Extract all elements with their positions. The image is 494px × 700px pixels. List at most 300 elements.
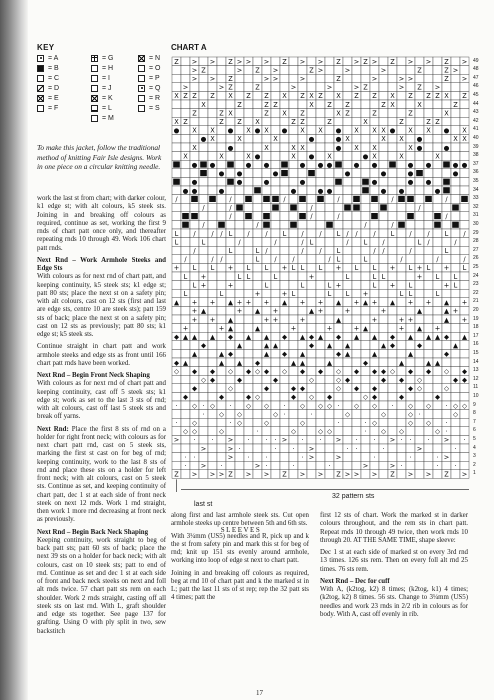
paragraph-text: With 3¼mm (US5) needles and R, pick up and k the st from safety pin and mark this st for beg of rnd; knit up 151 sts evenly around armhole, working into loop of edge st next to chart patt. (171, 532, 309, 565)
key-entry (91, 53, 114, 63)
chart-cell (172, 66, 181, 75)
chart-cell-fill (290, 222, 297, 228)
chart-cell (172, 349, 181, 358)
chart-cell-symbol: > (227, 436, 234, 445)
chart-cell-symbol: ◇ (434, 427, 441, 436)
chart-cell-symbol: L (444, 247, 449, 255)
key-symbol-icon (91, 85, 98, 92)
paragraph-heading: Next Rnd – Begin Back Neck Shaping (37, 528, 149, 536)
chart-cell-symbol: · (445, 427, 448, 436)
chart-cell (316, 444, 325, 453)
chart-cell (424, 384, 433, 393)
row-number: 39 (473, 143, 479, 150)
chart-cell (325, 418, 334, 427)
chart-cell (280, 418, 289, 427)
chart-cell (316, 461, 325, 470)
chart-cell (199, 117, 208, 126)
chart-cell (199, 332, 208, 341)
chart-cell (361, 367, 370, 376)
chart-cell-symbol: ● (263, 161, 270, 169)
chart-cell-symbol: · (445, 401, 448, 410)
chart-cell (235, 281, 244, 290)
chart-cell (235, 83, 244, 92)
chart-cell (451, 392, 460, 401)
chart-cell (343, 418, 352, 427)
chart-cell-symbol: ▲ (434, 358, 441, 367)
chart-cell (352, 392, 361, 401)
chart-cell (181, 143, 190, 152)
chart-cell (280, 100, 289, 109)
chart-cell-symbol: Z (381, 100, 386, 109)
chart-cell (325, 134, 334, 143)
chart-cell (235, 289, 244, 298)
chart-cell (352, 74, 361, 83)
chart-cell (388, 66, 397, 75)
chart-cell (253, 332, 262, 341)
chart-cell-symbol: · (184, 453, 187, 462)
chart-cell-symbol: L (273, 272, 278, 281)
chart-cell (244, 74, 253, 83)
chart-cell-fill (353, 204, 360, 210)
chart-cell-symbol: · (337, 419, 340, 427)
chart-cell (352, 152, 361, 161)
chart-cell-symbol: ▲ (407, 333, 414, 341)
chart-cell-symbol: X (417, 100, 422, 109)
chart-cell-symbol: ● (434, 186, 441, 195)
chart-cell-symbol: ◇ (191, 401, 198, 410)
chart-cell (253, 160, 262, 169)
chart-cell (235, 384, 244, 393)
chart-cell (307, 281, 316, 290)
chart-cell-symbol: X (345, 135, 350, 144)
row-number: 31 (473, 212, 479, 219)
chart-cell-symbol: L (462, 264, 467, 273)
chart-cell (199, 358, 208, 367)
chart-cell-symbol: Z (228, 83, 233, 92)
chart-cell (370, 186, 379, 195)
chart-cell-symbol: L (453, 281, 458, 290)
chart-cell-symbol: > (452, 66, 459, 75)
chart-cell-symbol: ◆ (263, 384, 270, 393)
key-entry (91, 63, 114, 73)
chart-cell-symbol: Z (174, 57, 179, 66)
chart-cell (361, 435, 370, 444)
chart-cell (280, 177, 289, 186)
chart-cell (334, 238, 343, 247)
chart-cell-symbol: ● (317, 161, 324, 169)
chart-cell (244, 418, 253, 427)
chart-cell-symbol: X (192, 143, 197, 152)
chart-cell (325, 126, 334, 135)
chart-cell (271, 392, 280, 401)
chart-cell-symbol: ◆ (191, 367, 198, 376)
chart-cell (424, 410, 433, 419)
chart-cell (442, 152, 451, 161)
chart-cell (289, 367, 298, 376)
chart-cell-fill (407, 196, 414, 202)
chart-cell-symbol: X (327, 152, 332, 161)
chart-cell (181, 160, 190, 169)
chart-cell-symbol: ◆ (353, 384, 360, 393)
chart-cell-symbol: X (300, 126, 305, 135)
chart-cell-symbol: ▲ (407, 350, 414, 359)
chart-cell (280, 83, 289, 92)
chart-cell (460, 349, 469, 358)
chart-cell-symbol: > (173, 436, 180, 445)
chart-cell-symbol: X (354, 126, 359, 135)
chart-cell (433, 169, 442, 178)
chart-cell-symbol: Z (264, 92, 269, 101)
chart-cell-symbol: · (391, 401, 394, 410)
chart-cell-symbol: / (265, 247, 268, 255)
paragraph-text: With colours as for next rnd of chart patt, and keeping continuity, k5 steek sts; k1 edge st; patt 80 sts; place the next st on a safety pin; with alt colours, cast on 12 sts (first and last are edge sts, centre 10 are steek sts); patt 159 sts of back; place the next st on a safety pin; cast on 12 sts as previously; patt 80 sts; k1 edge st; k5 steek sts. (37, 273, 166, 338)
chart-cell (325, 66, 334, 75)
chart-cell (208, 358, 217, 367)
chart-cell (451, 384, 460, 393)
chart-cell (244, 109, 253, 118)
chart-cell (370, 358, 379, 367)
chart-cell-symbol: ◆ (299, 384, 306, 393)
chart-cell-symbol: > (416, 444, 423, 453)
chart-cell (172, 220, 181, 229)
paragraph-text: Place the first 8 sts of rnd on a holder for right front neck; with colours as for next chart patt rnd, cast on 5 steek sts, marking the first st cast on for beg of rnd; keeping continuity, work to the last 8 sts of rnd and place these sts on a holder for left front neck; with alt colours, cast on 5 steek sts. Continue as set, and keeping continuity of chart patt, dec 1 st at each side of front neck steek on next 12 rnds. Work 1 rnd straight, then work 1 more rnd decreasing at front neck as previously. (37, 425, 166, 524)
chart-cell (415, 358, 424, 367)
chart-cell-symbol: ● (299, 178, 306, 187)
chart-cell-symbol: ◆ (434, 393, 441, 402)
chart-cell (343, 246, 352, 255)
chart-cell-symbol: ◇ (227, 367, 234, 376)
key-label: = L (102, 104, 112, 112)
chart-cell (460, 341, 469, 350)
chart-cell-symbol: + (218, 324, 225, 333)
chart-cell (244, 444, 253, 453)
chart-cell-symbol: · (310, 410, 313, 419)
chart-cell (352, 349, 361, 358)
chart-cell (253, 470, 262, 479)
chart-cell (361, 169, 370, 178)
chart-cell-symbol: X (210, 126, 215, 135)
chart-cell (199, 177, 208, 186)
chart-cell-symbol: Z (183, 92, 188, 101)
chart-cell-symbol: X (246, 126, 251, 135)
row-number: 35 (473, 178, 479, 184)
chart-cell (460, 66, 469, 75)
chart-cell (370, 220, 379, 229)
chart-cell-symbol: ● (425, 161, 432, 169)
chart-cell (280, 444, 289, 453)
chart-cell (271, 461, 280, 470)
chart-cell-symbol: / (184, 255, 187, 264)
chart-cell-symbol: L (183, 272, 188, 281)
row-number: 8 (473, 410, 476, 417)
chart-cell (235, 332, 244, 341)
paragraph (37, 195, 166, 253)
chart-cell (199, 229, 208, 238)
paragraph (37, 426, 166, 525)
chart-cell-symbol: X (399, 135, 404, 144)
chart-cell-symbol: Z (354, 92, 359, 101)
chart-cell-symbol: + (407, 298, 414, 307)
chart-cell (334, 358, 343, 367)
chart-cell-fill (236, 204, 243, 210)
chart-cell-symbol: Z (363, 83, 368, 92)
chart-cell (352, 238, 361, 247)
chart-cell-symbol: ◇ (227, 384, 234, 393)
chart-cell (289, 453, 298, 462)
key-entry (37, 93, 59, 103)
chart-cell-symbol: Z (192, 109, 197, 118)
chart-cell-symbol: + (371, 298, 378, 307)
chart-cell-symbol: / (274, 255, 277, 264)
chart-cell (343, 83, 352, 92)
chart-cell-symbol: / (229, 204, 232, 212)
chart-cell-symbol: X (246, 152, 251, 161)
chart-cell-symbol: ◆ (173, 358, 180, 367)
chart-cell (334, 392, 343, 401)
chart-cell-symbol: ◆ (263, 367, 270, 376)
chart-cell (208, 427, 217, 436)
chart-cell (343, 392, 352, 401)
chart-cell-fill (434, 213, 441, 219)
key-symbol-icon (91, 55, 98, 62)
chart-cell (271, 401, 280, 410)
chart-cell-symbol: · (364, 419, 367, 427)
chart-cell (451, 298, 460, 307)
chart-cell-symbol: ▲ (209, 333, 216, 341)
chart-cell-symbol: Z (336, 470, 341, 479)
chart-cell (199, 392, 208, 401)
chart-cell (217, 143, 226, 152)
chart-cell (244, 117, 253, 126)
chart-cell (361, 229, 370, 238)
chart-cell (172, 289, 181, 298)
chart-cell (199, 57, 208, 66)
chart-cell (316, 410, 325, 419)
chart-cell (406, 392, 415, 401)
chart-cell-symbol: + (371, 315, 378, 324)
chart-cell (307, 229, 316, 238)
chart-cell (388, 238, 397, 247)
chart-cell-symbol: ◇ (308, 376, 315, 384)
chart-cell (460, 169, 469, 178)
chart-cell-symbol: · (265, 436, 268, 445)
chart-cell-symbol: > (209, 75, 216, 83)
chart-cell (190, 410, 199, 419)
chart-cell (406, 358, 415, 367)
chart-cell (379, 220, 388, 229)
chart-cell-symbol: ● (416, 143, 423, 152)
chart-cell (379, 109, 388, 118)
row-number: 42 (473, 117, 479, 124)
chart-cell-symbol: > (299, 57, 306, 66)
chart-cell-symbol: ◇ (191, 427, 198, 436)
chart-cell (316, 143, 325, 152)
row-number: 6 (473, 427, 476, 434)
chart-cell-symbol: ● (182, 186, 189, 195)
chart-cell (370, 427, 379, 436)
key-symbol-icon (37, 105, 44, 112)
chart-cell-symbol: L (327, 281, 332, 290)
chart-cell (334, 306, 343, 315)
chart-cell-fill (452, 222, 459, 228)
chart-cell (325, 195, 334, 204)
chart-cell (244, 384, 253, 393)
chart-cell (307, 57, 316, 66)
chart-cell (343, 401, 352, 410)
chart-cell (289, 375, 298, 384)
chart-cell-symbol: Z (255, 66, 260, 75)
chart-cell (415, 401, 424, 410)
chart-cell-symbol: > (299, 470, 306, 479)
chart-cell-symbol: ◆ (380, 367, 387, 376)
chart-cell-symbol: ● (254, 126, 261, 135)
chart-cell (253, 57, 262, 66)
chart-cell (226, 169, 235, 178)
chart-cell-symbol: X (336, 109, 341, 118)
chart-cell-symbol: X (228, 109, 233, 118)
chart-cell (244, 100, 253, 109)
chart-cell (289, 281, 298, 290)
key-symbol-icon (138, 85, 145, 92)
chart-cell (343, 332, 352, 341)
chart-cell-symbol: ◆ (398, 376, 405, 384)
chart-cell (217, 100, 226, 109)
chart-cell (406, 444, 415, 453)
chart-cell (289, 298, 298, 307)
chart-cell (262, 186, 271, 195)
chart-cell (442, 444, 451, 453)
chart-cell (181, 126, 190, 135)
chart-cell-symbol: ● (218, 186, 225, 195)
chart-cell (199, 367, 208, 376)
chart-cell (280, 315, 289, 324)
chart-cell-symbol: ◆ (371, 384, 378, 393)
chart-cell-symbol: ◇ (299, 419, 306, 427)
chart-cell-symbol: X (453, 135, 458, 144)
chart-cell-symbol: Z (426, 118, 431, 126)
chart-cell-fill (353, 196, 360, 202)
chart-cell (433, 384, 442, 393)
chart-cell-symbol: / (373, 247, 376, 255)
chart-cell (433, 375, 442, 384)
chart-cell (424, 375, 433, 384)
key-symbol-icon (91, 75, 98, 82)
chart-cell-symbol: > (308, 453, 315, 462)
chart-cell (172, 134, 181, 143)
chart-cell (343, 177, 352, 186)
chart-cell (451, 126, 460, 135)
chart-cell (424, 461, 433, 470)
chart-cell (343, 91, 352, 100)
chart-cell (379, 83, 388, 92)
chart-cell (406, 238, 415, 247)
chart-cell-symbol: ● (308, 152, 315, 161)
chart-cell-symbol: Z (264, 100, 269, 109)
chart-cell-symbol: ◆ (353, 367, 360, 376)
row-number: 28 (473, 238, 479, 245)
chart-cell-symbol: ◆ (452, 376, 459, 384)
chart-cell-fill (173, 179, 180, 185)
chart-cell-fill (191, 213, 198, 219)
chart-cell (172, 315, 181, 324)
row-number: 1 (473, 470, 476, 477)
chart-cell-fill (245, 196, 252, 202)
chart-cell (370, 203, 379, 212)
chart-cell (307, 246, 316, 255)
chart-cell-symbol: ▲ (254, 307, 261, 316)
chart-cell (262, 306, 271, 315)
chart-cell (199, 315, 208, 324)
chart-cell-symbol: ▲ (416, 324, 423, 333)
chart-cell-symbol: X (255, 118, 260, 126)
chart-cell-symbol: Z (363, 57, 368, 66)
chart-cell-symbol: · (436, 453, 439, 462)
chart-cell (325, 272, 334, 281)
chart-cell (190, 152, 199, 161)
chart-cell-symbol: X (291, 143, 296, 152)
chart-cell (334, 410, 343, 419)
chart-cell (397, 298, 406, 307)
key-title: KEY (37, 43, 55, 52)
chart-cell-symbol: / (454, 238, 457, 247)
key-entry (91, 83, 114, 93)
chart-cell (235, 160, 244, 169)
chart-cell-symbol: / (337, 212, 340, 221)
chart-cell-symbol: ● (209, 161, 216, 169)
key-label: = P (149, 74, 160, 82)
chart-cell-symbol: / (292, 255, 295, 264)
chart-cell (262, 238, 271, 247)
chart-cell (226, 427, 235, 436)
chart-cell-symbol: X (228, 92, 233, 101)
chart-cell (415, 392, 424, 401)
chart-cell-symbol: ▲ (308, 307, 315, 316)
chart-cell (451, 91, 460, 100)
key-entry (37, 103, 59, 113)
chart-cell (244, 169, 253, 178)
chart-cell (352, 461, 361, 470)
key-symbol-icon (37, 65, 44, 72)
key-entry (138, 103, 160, 113)
chart-cell-symbol: ▲ (326, 341, 333, 350)
chart-cell (208, 117, 217, 126)
chart-cell (199, 384, 208, 393)
chart-cell-symbol: ▲ (371, 350, 378, 359)
chart-cell-symbol: + (452, 307, 459, 316)
chart-cell (226, 272, 235, 281)
row-number: 23 (473, 281, 479, 288)
chart-cell (316, 117, 325, 126)
chart-cell-symbol: > (362, 462, 369, 470)
chart-cell-symbol: X (336, 92, 341, 101)
chart-cell (442, 169, 451, 178)
chart-cell (316, 152, 325, 161)
chart-cell (379, 470, 388, 479)
chart-cell-symbol: ◆ (245, 393, 252, 402)
chart-cell (199, 470, 208, 479)
chart-cell (388, 169, 397, 178)
chart-cell-symbol: L (255, 247, 260, 255)
key-column-2 (91, 53, 114, 123)
row-number: 44 (473, 100, 479, 107)
chart-cell (208, 177, 217, 186)
chart-cell (190, 341, 199, 350)
key-label: = G (102, 54, 114, 62)
row-number: 14 (473, 358, 479, 365)
chart-cell-symbol: Z (444, 66, 449, 75)
chart-cell-symbol: L (174, 229, 179, 238)
row-number: 38 (473, 152, 479, 159)
